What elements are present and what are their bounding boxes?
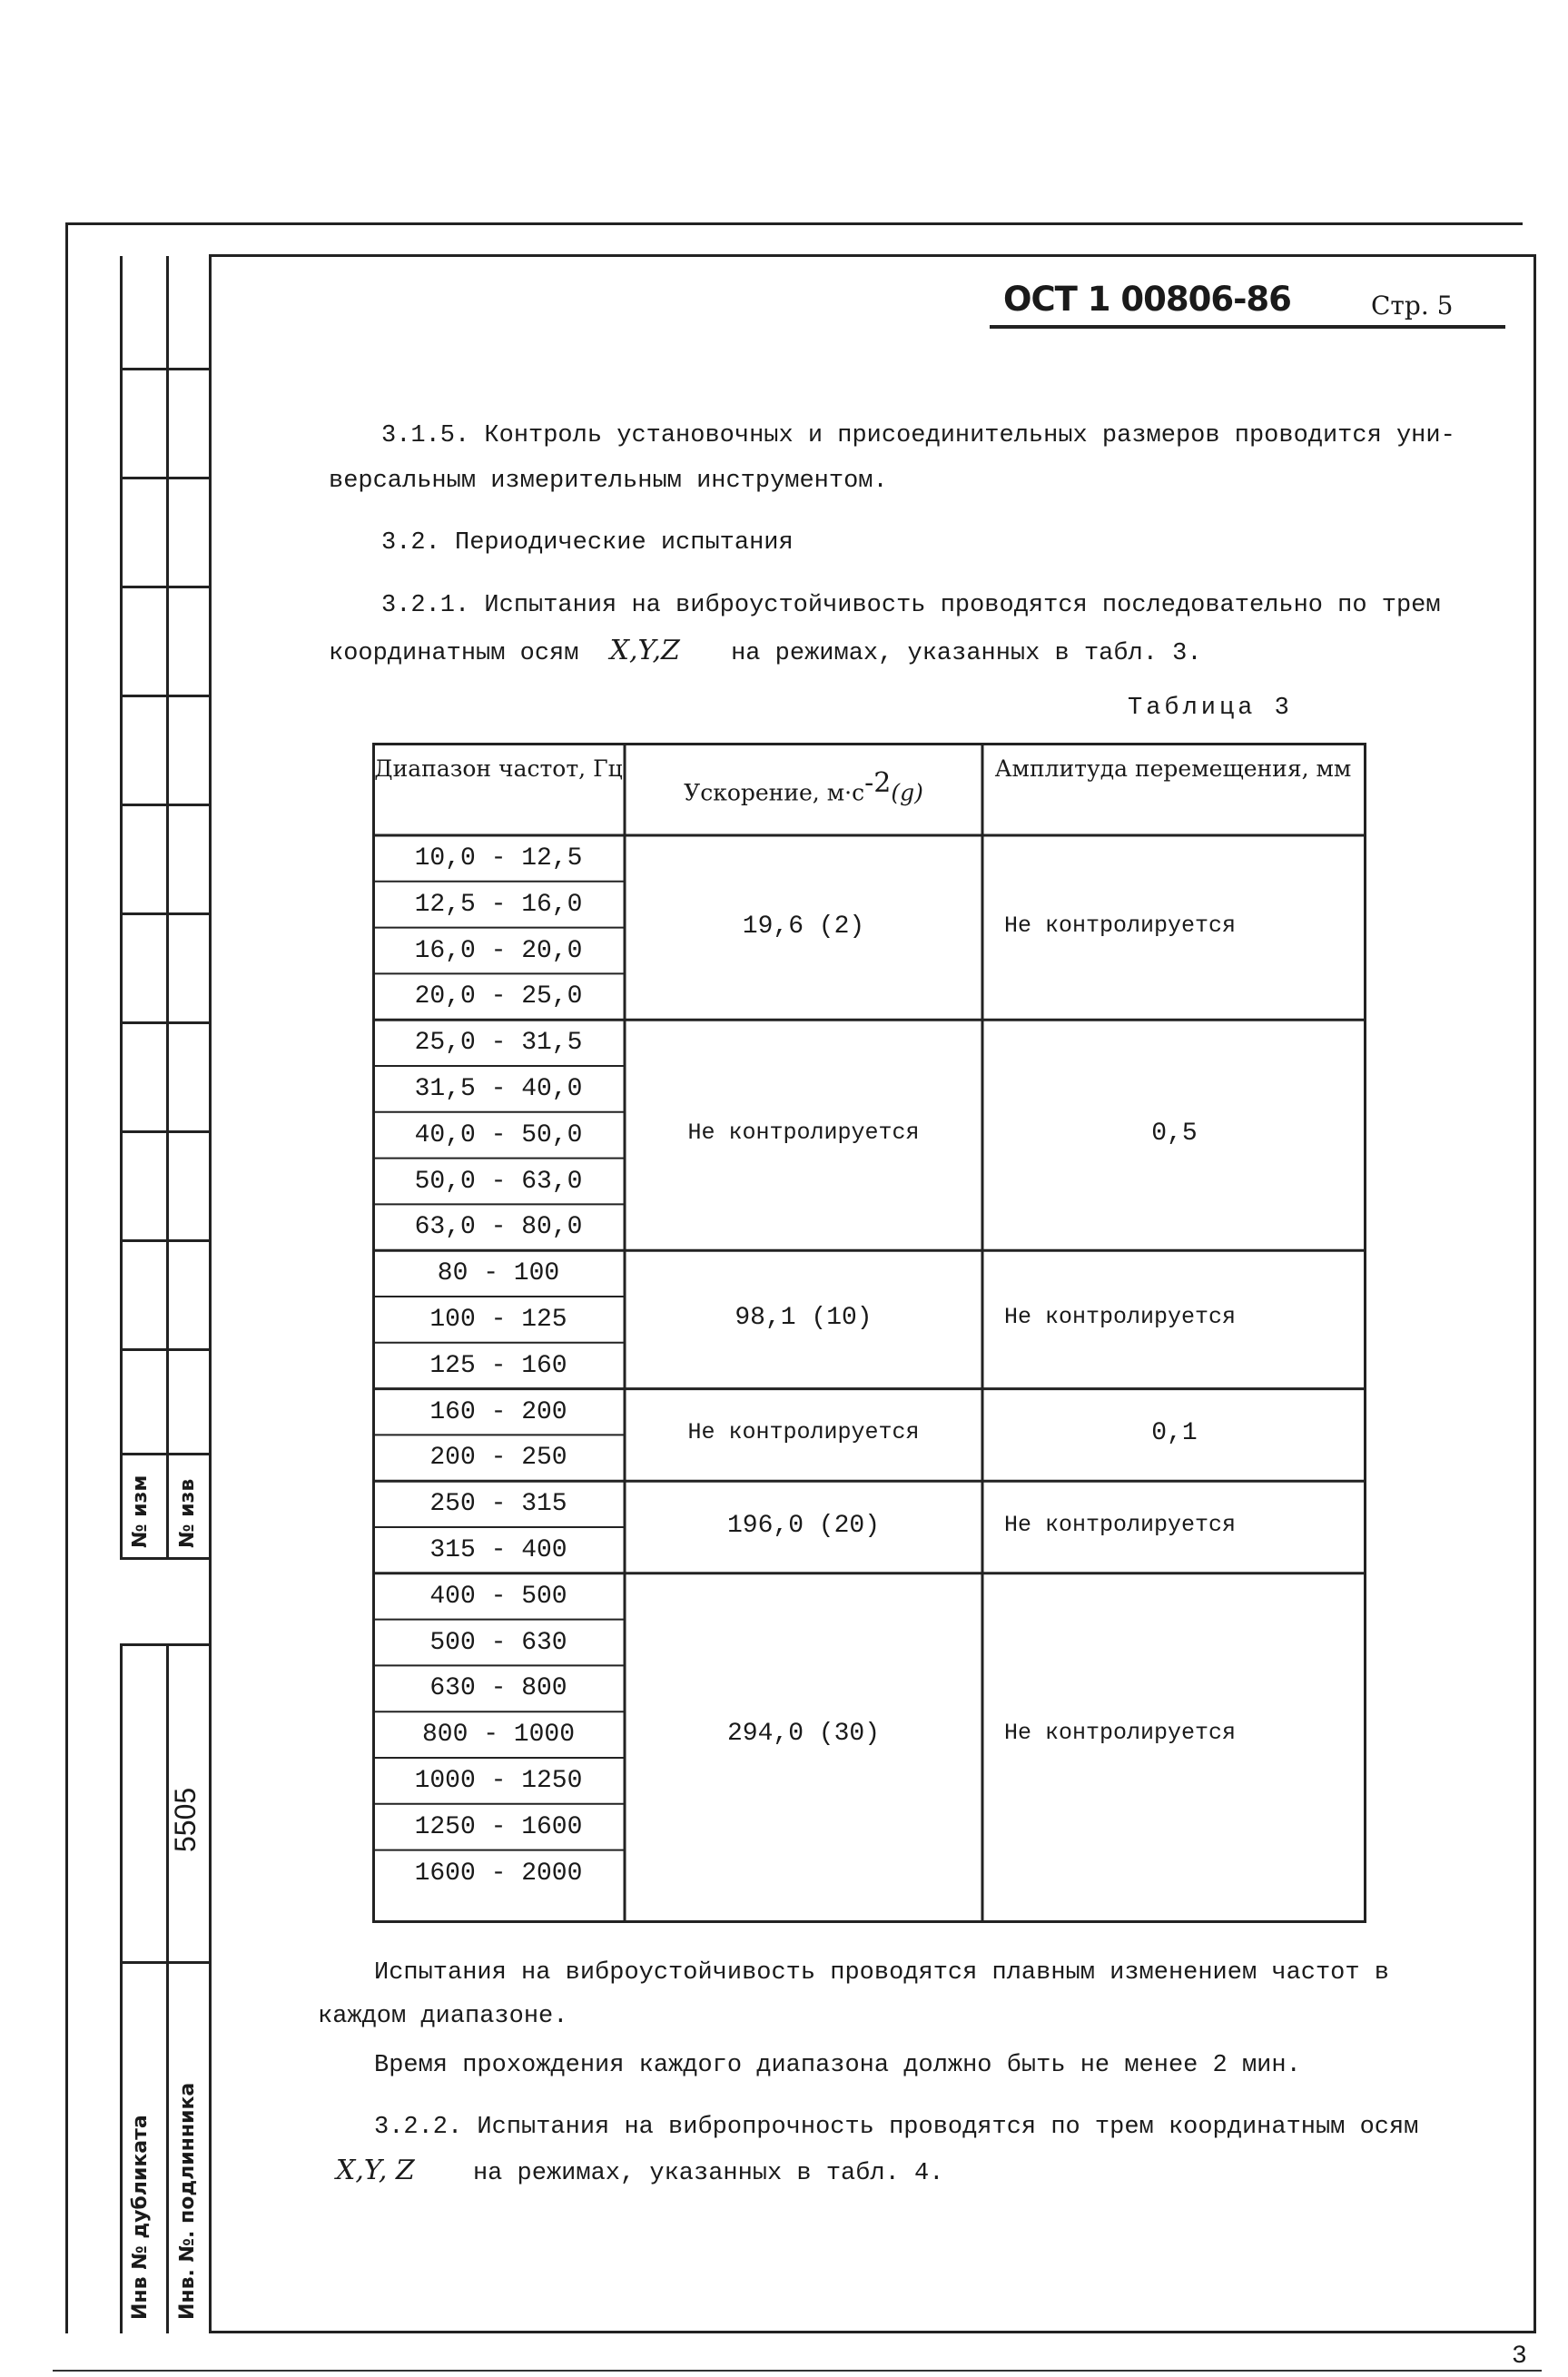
strip-line <box>120 912 211 915</box>
paragraph-3-2-1-pre: координатным осям <box>329 640 579 667</box>
frequency-cell: 500 - 630 <box>429 1628 567 1657</box>
frequency-cell: 100 - 125 <box>429 1306 567 1334</box>
acceleration-cell: Не контролируется <box>687 1119 920 1147</box>
table-3 <box>372 743 1366 1923</box>
acceleration-cell: 98,1 (10) <box>735 1304 873 1333</box>
strip-line <box>120 1557 211 1560</box>
frequency-cell: 200 - 250 <box>429 1444 567 1473</box>
strip-line <box>120 1961 211 1964</box>
side-strip-divider <box>166 256 169 1559</box>
strip-line <box>120 1453 211 1455</box>
paragraph-3-2-2-line1: 3.2.2. Испытания на вибропрочность проводятся по трем координатным осям <box>374 2114 1419 2141</box>
table-caption: Таблица 3 <box>1128 695 1293 722</box>
amplitude-cell: Не контролируется <box>1004 1304 1237 1331</box>
acceleration-cell: 196,0 (20) <box>726 1512 881 1540</box>
strip-line <box>120 695 211 697</box>
bottom-rule <box>53 2370 1542 2372</box>
frequency-cell: 630 - 800 <box>429 1674 567 1703</box>
header-rule <box>990 325 1505 329</box>
paragraph-3-2-1-line2 <box>329 628 1202 676</box>
frequency-cell: 31,5 - 40,0 <box>414 1075 583 1103</box>
side-strip <box>120 256 211 1559</box>
frequency-cell: 400 - 500 <box>429 1582 567 1611</box>
frequency-cell: 250 - 315 <box>429 1490 567 1519</box>
amplitude-cell: 0,1 <box>1151 1419 1198 1448</box>
page-label: Стр. 5 <box>1371 291 1454 321</box>
document-code: ОСТ 1 00806-86 <box>1003 280 1291 319</box>
strip-line <box>120 1130 211 1133</box>
header-frequency: Диапазон частот, Гц <box>374 755 623 782</box>
header-acceleration <box>625 768 982 808</box>
paragraph-3-1-5-line2: версальным измерительным инструментом. <box>329 468 888 495</box>
frequency-cell: 800 - 1000 <box>421 1721 576 1750</box>
dublikata-label: Инв № дубликата <box>129 2115 152 2320</box>
header-acceleration-g: (g) <box>891 779 923 806</box>
inventory-number: 5505 <box>169 1787 202 1852</box>
frequency-cell: 25,0 - 31,5 <box>414 1029 583 1058</box>
frequency-cell: 63,0 - 80,0 <box>414 1213 583 1242</box>
frequency-cell: 50,0 - 63,0 <box>414 1167 583 1196</box>
frequency-cell: 1000 - 1250 <box>414 1767 583 1795</box>
corner-number: 3 <box>1512 2342 1527 2371</box>
amplitude-cell: Не контролируется <box>1004 912 1237 939</box>
frequency-cell: 16,0 - 20,0 <box>414 936 583 965</box>
paragraph-3-2-1-line1: 3.2.1. Испытания на виброустойчивость проводятся последовательно по трем <box>381 592 1441 619</box>
strip-line <box>120 1021 211 1024</box>
frequency-cell: 80 - 100 <box>437 1259 560 1288</box>
frequency-cell: 12,5 - 16,0 <box>414 890 583 919</box>
amplitude-cell: 0,5 <box>1151 1119 1198 1149</box>
frequency-cell: 1600 - 2000 <box>414 1859 583 1888</box>
frequency-cell: 1250 - 1600 <box>414 1812 583 1841</box>
izm-label: № изм <box>129 1475 152 1548</box>
acceleration-cell: Не контролируется <box>687 1419 920 1446</box>
amplitude-cell: Не контролируется <box>1004 1512 1237 1538</box>
acceleration-cell: 294,0 (30) <box>726 1719 881 1748</box>
side-strip-lower-divider <box>166 1643 169 2333</box>
strip-line <box>120 477 211 479</box>
strip-line <box>120 1348 211 1351</box>
izv-label: № изв <box>176 1478 199 1548</box>
frequency-cell: 160 - 200 <box>429 1397 567 1426</box>
strip-line <box>120 586 211 588</box>
paragraph-3-2-2-post: на режимах, указанных в табл. 4. <box>472 2160 944 2187</box>
paragraph-3-2-1-post: на режимах, указанных в табл. 3. <box>731 640 1202 667</box>
paragraph-note-line1: Испытания на виброустойчивость проводятся плавным изменением частот в <box>374 1959 1389 1987</box>
paragraph-3-2-2-line2 <box>336 2148 943 2196</box>
axes-xyz: X,Y,Z <box>609 635 680 666</box>
frequency-cell: 315 - 400 <box>429 1536 567 1564</box>
frequency-cell: 40,0 - 50,0 <box>414 1120 583 1149</box>
strip-line <box>120 804 211 806</box>
strip-line <box>120 1239 211 1242</box>
frequency-cell: 20,0 - 25,0 <box>414 982 583 1011</box>
section-3-2-title: 3.2. Периодические испытания <box>381 529 794 557</box>
header-acceleration-text: Ускорение, м·с <box>684 779 865 806</box>
axes-xyz-2: X,Y, Z <box>336 2155 415 2186</box>
header-acceleration-exp: -2 <box>864 767 892 799</box>
paragraph-time: Время прохождения каждого диапазона должно быть не менее 2 мин. <box>374 2052 1301 2079</box>
podlinnika-label: Инв. №. подлинника <box>176 2082 199 2320</box>
strip-line <box>120 368 211 370</box>
frequency-cell: 125 - 160 <box>429 1351 567 1380</box>
header-amplitude: Амплитуда перемещения, мм <box>994 755 1352 782</box>
paragraph-3-1-5-line1: 3.1.5. Контроль установочных и присоединительных размеров проводится уни- <box>381 422 1455 449</box>
paragraph-note-line2: каждом диапазоне. <box>318 2003 568 2030</box>
amplitude-cell: Не контролируется <box>1004 1719 1237 1746</box>
frequency-cell: 10,0 - 12,5 <box>414 844 583 873</box>
acceleration-cell: 19,6 (2) <box>742 912 865 941</box>
